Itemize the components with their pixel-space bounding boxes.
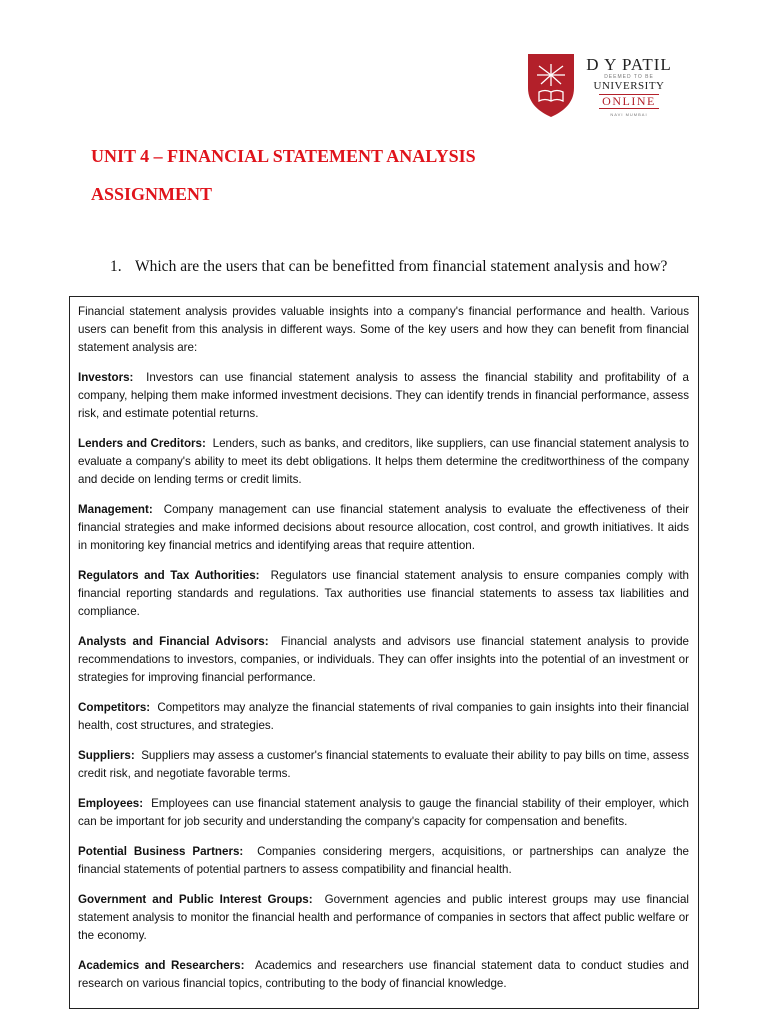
user-paragraph	[78, 957, 689, 993]
unit-heading: UNIT 4 – FINANCIAL STATEMENT ANALYSIS	[91, 146, 476, 166]
user-paragraph	[78, 843, 689, 879]
shield-emblem-icon	[526, 52, 576, 118]
user-text: Investors can use financial statement analysis to assess the financial stability and profitability of a company, helping them make informed investment decisions. They can identify trends in financial performance, assess risk, and estimate potential returns.	[78, 371, 689, 420]
user-paragraph	[78, 501, 689, 555]
user-title: Suppliers:	[78, 749, 135, 762]
question-number: 1.	[110, 258, 122, 275]
logo-city: NAVI MUMBAI	[610, 112, 648, 117]
university-logo	[526, 52, 676, 122]
user-paragraph	[78, 435, 689, 489]
user-paragraph	[78, 369, 689, 423]
user-text: Companies considering mergers, acquisitions, or partnerships can analyze the financial statements of potential partners to assess compatibility and financial health.	[78, 845, 689, 876]
assignment-heading: ASSIGNMENT	[91, 184, 213, 204]
user-title: Academics and Researchers:	[78, 959, 245, 972]
answer-intro: Financial statement analysis provides valuable insights into a company's financial performance and health. Various users can benefit from this analysis in different ways. Some of the key users and how they can benefit from financial statement analysis are:	[78, 305, 689, 354]
user-title: Employees:	[78, 797, 144, 810]
user-text: Regulators use financial statement analysis to ensure companies comply with financial reporting standards and regulations. Tax authorities use financial statements to assess tax liabilities and compliance.	[78, 569, 690, 618]
user-title: Regulators and Tax Authorities:	[78, 569, 260, 582]
user-text: Lenders, such as banks, and creditors, like suppliers, can use financial statement analysis to evaluate a company's ability to meet its debt obligations. It helps them determine the creditworthiness of the company and decide on lending terms or credit limits.	[78, 437, 689, 486]
user-text: Academics and researchers use financial statement data to conduct studies and research on various financial topics, contributing to the body of financial knowledge.	[78, 959, 689, 990]
user-title: Analysts and Financial Advisors:	[78, 635, 269, 648]
user-title: Management:	[78, 503, 153, 516]
user-paragraph	[78, 567, 689, 621]
logo-wordmark	[582, 56, 676, 117]
user-paragraph	[78, 891, 689, 945]
user-text: Financial analysts and advisors use financial statement analysis to provide recommendations to investors, companies, or individuals. They can offer insights into the potential of an investment or strategies for improving financial performance.	[78, 635, 689, 684]
logo-university: UNIVERSITY	[593, 80, 665, 92]
user-title: Potential Business Partners:	[78, 845, 244, 858]
user-paragraph	[78, 795, 689, 831]
answer-box	[69, 296, 699, 1009]
user-paragraph	[78, 747, 689, 783]
user-paragraph	[78, 699, 689, 735]
user-text: Company management can use financial statement analysis to evaluate the effectiveness of their financial strategies and make informed decisions about resource allocation, cost control, and growth initiatives. It aids in monitoring key financial metrics and identifying areas that require attention.	[78, 503, 689, 552]
question-item	[110, 257, 670, 277]
logo-online: ONLINE	[599, 94, 659, 109]
logo-name: D Y PATIL	[586, 55, 672, 74]
user-title: Competitors:	[78, 701, 151, 714]
question-text: Which are the users that can be benefitted from financial statement analysis and how?	[135, 258, 668, 275]
user-text: Government agencies and public interest groups may use financial statement analysis to monitor the financial health and performance of companies in sectors that affect public welfare or the economy.	[78, 893, 689, 942]
logo-tagline: DEEMED TO BE	[604, 74, 654, 80]
user-text: Suppliers may assess a customer's financial statements to evaluate their ability to pay bills on time, assess credit risk, and negotiate favorable terms.	[78, 749, 689, 780]
user-text: Competitors may analyze the financial statements of rival companies to gain insights into their financial health, cost structures, and strategies.	[78, 701, 689, 732]
user-paragraph	[78, 633, 689, 687]
user-text: Employees can use financial statement analysis to gauge the financial stability of their employer, which can be important for job security and understanding the company's capacity for compensation and benefits.	[78, 797, 689, 828]
user-title: Lenders and Creditors:	[78, 437, 206, 450]
user-title: Investors:	[78, 371, 134, 384]
user-title: Government and Public Interest Groups:	[78, 893, 313, 906]
